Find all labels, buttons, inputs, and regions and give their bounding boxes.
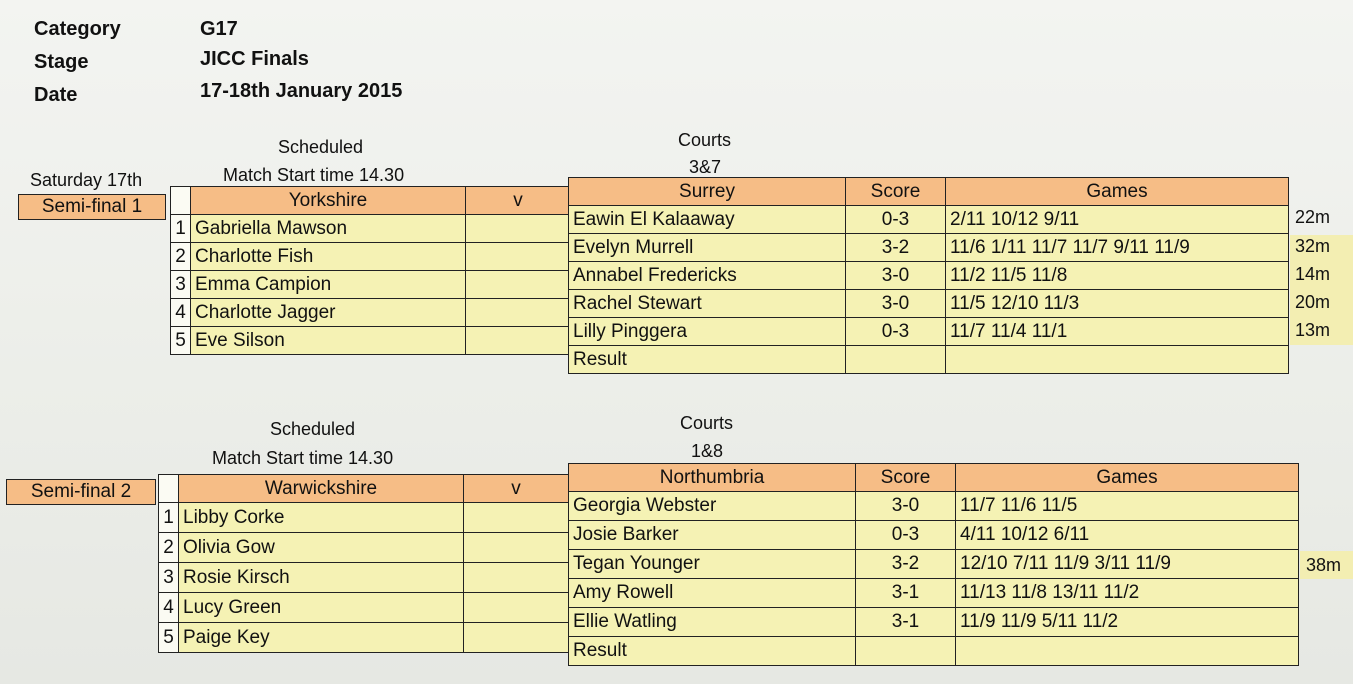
result-score-cell (856, 637, 956, 666)
match-time: 32m (1295, 236, 1331, 256)
home-player: Lucy Green (179, 593, 464, 623)
away-player: Tegan Younger (569, 550, 856, 579)
row-number: 4 (171, 299, 191, 327)
table-row (569, 608, 1299, 637)
score-cell: 0-3 (846, 318, 946, 346)
score-cell: 3-0 (856, 492, 956, 521)
semi1-games-header: Games (946, 178, 1289, 206)
table-row (171, 327, 571, 355)
semi1-label: Semi-final 1 (18, 194, 166, 220)
semi1-home-team: Yorkshire (191, 187, 466, 215)
table-row (159, 503, 569, 533)
semi2-courts-value: 1&8 (691, 441, 724, 461)
empty-cell (466, 327, 571, 355)
semi1-vs: v (466, 187, 571, 215)
semi1-corner-cell (171, 187, 191, 215)
result-games-cell (956, 637, 1299, 666)
games-cell: 2/11 10/12 9/11 (946, 206, 1289, 234)
semi1-scheduled: Scheduled (278, 137, 364, 157)
empty-cell (464, 563, 569, 593)
away-player: Georgia Webster (569, 492, 856, 521)
score-cell: 3-1 (856, 608, 956, 637)
empty-cell (466, 243, 571, 271)
result-row (569, 346, 1289, 374)
away-player: Evelyn Murrell (569, 234, 846, 262)
away-player: Ellie Watling (569, 608, 856, 637)
semi2-score-header: Score (856, 464, 956, 492)
table-row (569, 521, 1299, 550)
semi2-away-team: Northumbria (569, 464, 856, 492)
score-cell: 3-0 (846, 262, 946, 290)
away-player: Lilly Pinggera (569, 318, 846, 346)
empty-cell (464, 503, 569, 533)
result-label: Result (569, 346, 846, 374)
date-value: 17-18th January 2015 (200, 80, 403, 102)
row-number: 1 (159, 503, 179, 533)
semi1-start-time: Match Start time 14.30 (223, 165, 405, 185)
empty-cell (464, 623, 569, 653)
away-player: Annabel Fredericks (569, 262, 846, 290)
match-time: 38m (1306, 555, 1342, 575)
table-row (569, 579, 1299, 608)
date-label: Date (34, 84, 78, 106)
home-player: Paige Key (179, 623, 464, 653)
table-row (569, 262, 1289, 290)
home-player: Rosie Kirsch (179, 563, 464, 593)
semi2-scheduled: Scheduled (270, 419, 356, 439)
score-cell: 0-3 (846, 206, 946, 234)
home-player: Gabriella Mawson (191, 215, 466, 243)
table-row (159, 563, 569, 593)
empty-cell (464, 593, 569, 623)
result-label: Result (569, 637, 856, 666)
row-number: 5 (159, 623, 179, 653)
table-row (159, 623, 569, 653)
result-row (569, 637, 1299, 666)
row-number: 3 (171, 271, 191, 299)
away-player: Josie Barker (569, 521, 856, 550)
semi2-home-table (158, 474, 569, 653)
result-games-cell (946, 346, 1289, 374)
semi2-start-time: Match Start time 14.30 (212, 448, 394, 468)
table-row (569, 290, 1289, 318)
games-cell: 11/7 11/6 11/5 (956, 492, 1299, 521)
home-player: Charlotte Jagger (191, 299, 466, 327)
result-score-cell (846, 346, 946, 374)
semi2-courts-label: Courts (680, 413, 734, 433)
table-row (569, 206, 1289, 234)
row-number: 4 (159, 593, 179, 623)
away-player: Amy Rowell (569, 579, 856, 608)
score-cell: 0-3 (856, 521, 956, 550)
empty-cell (464, 533, 569, 563)
match-time: 20m (1295, 292, 1331, 312)
row-number: 2 (159, 533, 179, 563)
table-row (569, 492, 1299, 521)
category-label: Category (34, 18, 121, 40)
match-time: 14m (1295, 264, 1331, 284)
games-cell: 4/11 10/12 6/11 (956, 521, 1299, 550)
away-player: Eawin El Kalaaway (569, 206, 846, 234)
row-number: 2 (171, 243, 191, 271)
games-cell: 11/7 11/4 11/1 (946, 318, 1289, 346)
table-row (171, 243, 571, 271)
home-player: Emma Campion (191, 271, 466, 299)
day-label: Saturday 17th (30, 170, 143, 190)
semi1-away-table (568, 177, 1289, 374)
row-number: 1 (171, 215, 191, 243)
row-number: 3 (159, 563, 179, 593)
table-row (159, 593, 569, 623)
semi1-score-header: Score (846, 178, 946, 206)
semi2-vs: v (464, 475, 569, 503)
match-time: 22m (1295, 207, 1331, 227)
home-player: Charlotte Fish (191, 243, 466, 271)
semi1-courts-label: Courts (678, 130, 732, 150)
games-cell: 12/10 7/11 11/9 3/11 11/9 (956, 550, 1299, 579)
row-number: 5 (171, 327, 191, 355)
empty-cell (466, 215, 571, 243)
score-cell: 3-2 (856, 550, 956, 579)
score-cell: 3-1 (856, 579, 956, 608)
stage-value: JICC Finals (200, 48, 309, 70)
semi2-away-table (568, 463, 1299, 666)
table-row (569, 318, 1289, 346)
table-row (171, 215, 571, 243)
semi1-home-table (170, 186, 571, 355)
stage-label: Stage (34, 51, 89, 73)
games-cell: 11/5 12/10 11/3 (946, 290, 1289, 318)
semi1-away-team: Surrey (569, 178, 846, 206)
empty-cell (466, 299, 571, 327)
semi2-games-header: Games (956, 464, 1299, 492)
semi2-label: Semi-final 2 (6, 479, 156, 505)
away-player: Rachel Stewart (569, 290, 846, 318)
table-row (171, 271, 571, 299)
table-row (159, 533, 569, 563)
home-player: Libby Corke (179, 503, 464, 533)
category-value: G17 (200, 18, 238, 40)
table-row (569, 234, 1289, 262)
semi1-courts-value: 3&7 (689, 157, 722, 177)
home-player: Eve Silson (191, 327, 466, 355)
semi2-home-team: Warwickshire (179, 475, 464, 503)
games-cell: 11/2 11/5 11/8 (946, 262, 1289, 290)
table-row (171, 299, 571, 327)
score-cell: 3-0 (846, 290, 946, 318)
games-cell: 11/6 1/11 11/7 11/7 9/11 11/9 (946, 234, 1289, 262)
score-cell: 3-2 (846, 234, 946, 262)
table-row (569, 550, 1299, 579)
home-player: Olivia Gow (179, 533, 464, 563)
semi2-corner-cell (159, 475, 179, 503)
games-cell: 11/13 11/8 13/11 11/2 (956, 579, 1299, 608)
match-time: 13m (1295, 320, 1331, 340)
games-cell: 11/9 11/9 5/11 11/2 (956, 608, 1299, 637)
empty-cell (466, 271, 571, 299)
